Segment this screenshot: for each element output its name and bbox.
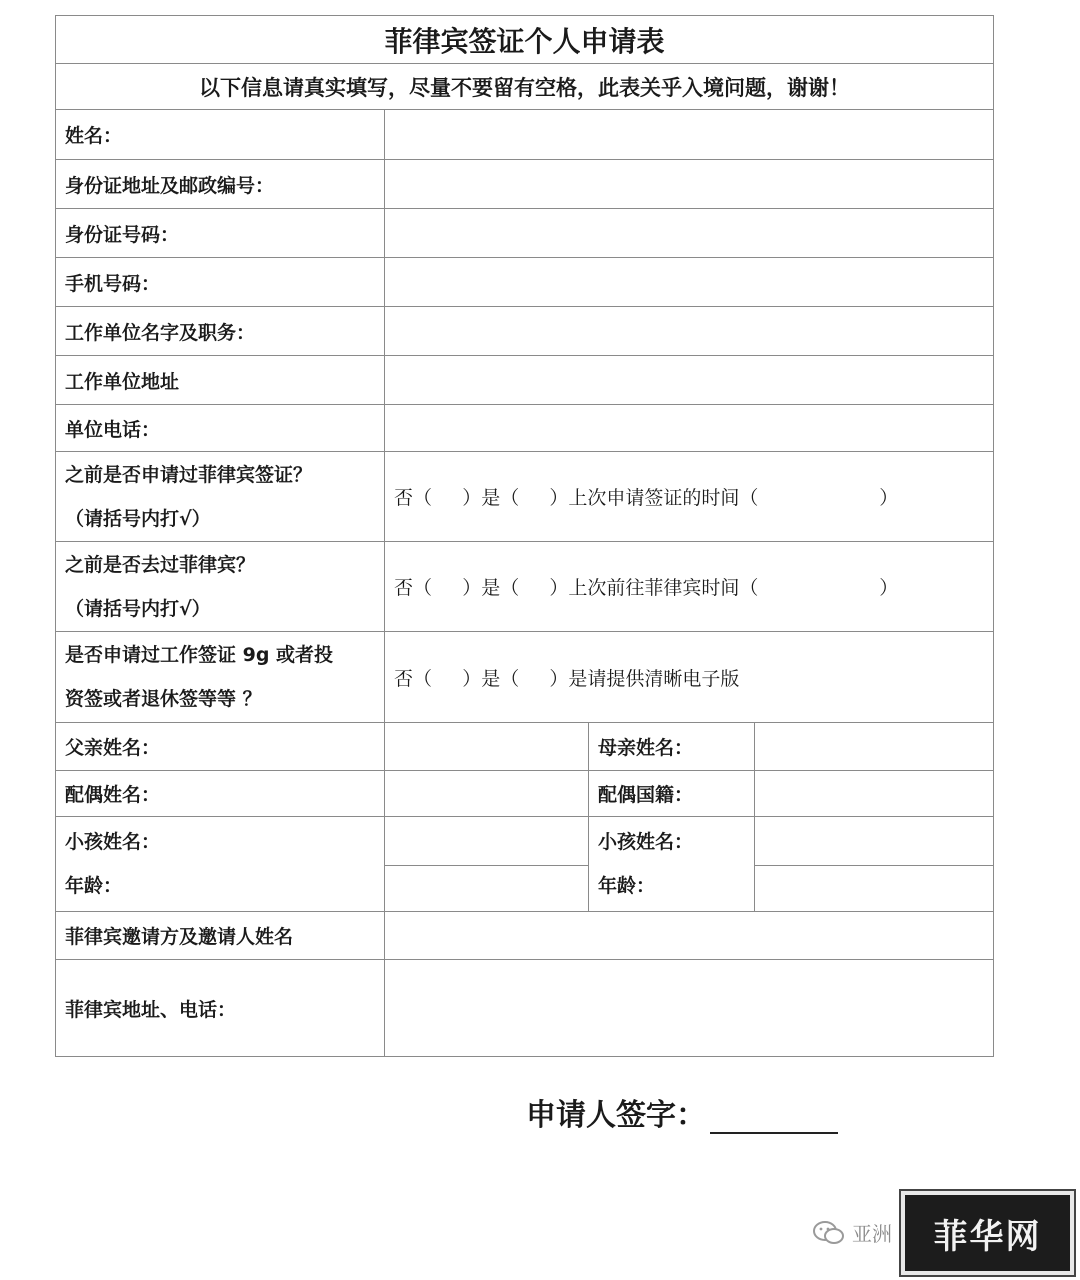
ph-address-field[interactable] xyxy=(385,960,994,1057)
site-logo xyxy=(901,1191,1074,1275)
signature-line[interactable] xyxy=(710,1098,838,1134)
work-visa-question-line2: 资签或者退休签等等 ？ xyxy=(65,688,262,710)
ph-address-label: 菲律宾地址、电话： xyxy=(56,960,385,1057)
prev-visa-hint: （请括号内打√） xyxy=(65,507,211,530)
form-title: 菲律宾签证个人申请表 xyxy=(56,16,994,64)
spouse-nationality-field[interactable] xyxy=(755,771,994,817)
work-visa-label xyxy=(56,632,385,723)
prev-visa-options[interactable]: 否（ ）是（ ）上次申请签证的时间（ ） xyxy=(385,452,994,542)
employer-phone-field[interactable] xyxy=(385,405,994,452)
wechat-watermark xyxy=(812,1218,892,1247)
logo-text: 菲华网 xyxy=(933,1216,1042,1257)
prev-visit-options[interactable]: 否（ ）是（ ）上次前往菲律宾时间（ ） xyxy=(385,542,994,632)
id-address-field[interactable] xyxy=(385,160,994,209)
child-age-label: 年龄： xyxy=(65,875,123,897)
employer-phone-label: 单位电话： xyxy=(56,405,385,452)
name-field[interactable] xyxy=(385,110,994,160)
id-address-label: 身份证地址及邮政编号： xyxy=(56,160,385,209)
employer-address-label: 工作单位地址 xyxy=(56,356,385,405)
father-field[interactable] xyxy=(385,723,589,771)
employer-field[interactable] xyxy=(385,307,994,356)
prev-visit-question: 之前是否去过菲律宾？ xyxy=(65,553,256,576)
child-label xyxy=(56,817,385,912)
wechat-icon xyxy=(812,1219,846,1247)
prev-visa-label xyxy=(56,452,385,542)
phone-field[interactable] xyxy=(385,258,994,307)
signature-label: 申请人签字： xyxy=(526,1098,706,1133)
child2-age-field[interactable] xyxy=(755,866,994,912)
name-label: 姓名： xyxy=(56,110,385,160)
inviter-label: 菲律宾邀请方及邀请人姓名 xyxy=(56,912,385,960)
mother-field[interactable] xyxy=(755,723,994,771)
prev-visit-hint: （请括号内打√） xyxy=(65,597,211,620)
visa-application-form xyxy=(55,15,994,1057)
wechat-text: 亚洲 xyxy=(852,1222,892,1246)
prev-visa-question: 之前是否申请过菲律宾签证？ xyxy=(65,463,313,486)
child-age-field[interactable] xyxy=(385,866,589,912)
spouse-nationality-label: 配偶国籍： xyxy=(589,771,755,817)
child2-label xyxy=(589,817,755,912)
child-name-field[interactable] xyxy=(385,817,589,866)
inviter-field[interactable] xyxy=(385,912,994,960)
child2-age-label: 年龄： xyxy=(598,875,656,897)
child2-name-field[interactable] xyxy=(755,817,994,866)
form-notice: 以下信息请真实填写，尽量不要留有空格，此表关乎入境问题，谢谢！ xyxy=(56,64,994,110)
prev-visit-label xyxy=(56,542,385,632)
employer-label: 工作单位名字及职务： xyxy=(56,307,385,356)
id-number-label: 身份证号码： xyxy=(56,209,385,258)
signature-area xyxy=(526,1090,838,1134)
employer-address-field[interactable] xyxy=(385,356,994,405)
id-number-field[interactable] xyxy=(385,209,994,258)
phone-label: 手机号码： xyxy=(56,258,385,307)
child-name-label: 小孩姓名： xyxy=(65,831,161,853)
father-label: 父亲姓名： xyxy=(56,723,385,771)
spouse-field[interactable] xyxy=(385,771,589,817)
mother-label: 母亲姓名： xyxy=(589,723,755,771)
work-visa-question-line1: 是否申请过工作签证 9g 或者投 xyxy=(65,644,334,666)
work-visa-options[interactable]: 否（ ）是（ ）是请提供清晰电子版 xyxy=(385,632,994,723)
spouse-label: 配偶姓名： xyxy=(56,771,385,817)
child2-name-label: 小孩姓名： xyxy=(598,831,694,853)
